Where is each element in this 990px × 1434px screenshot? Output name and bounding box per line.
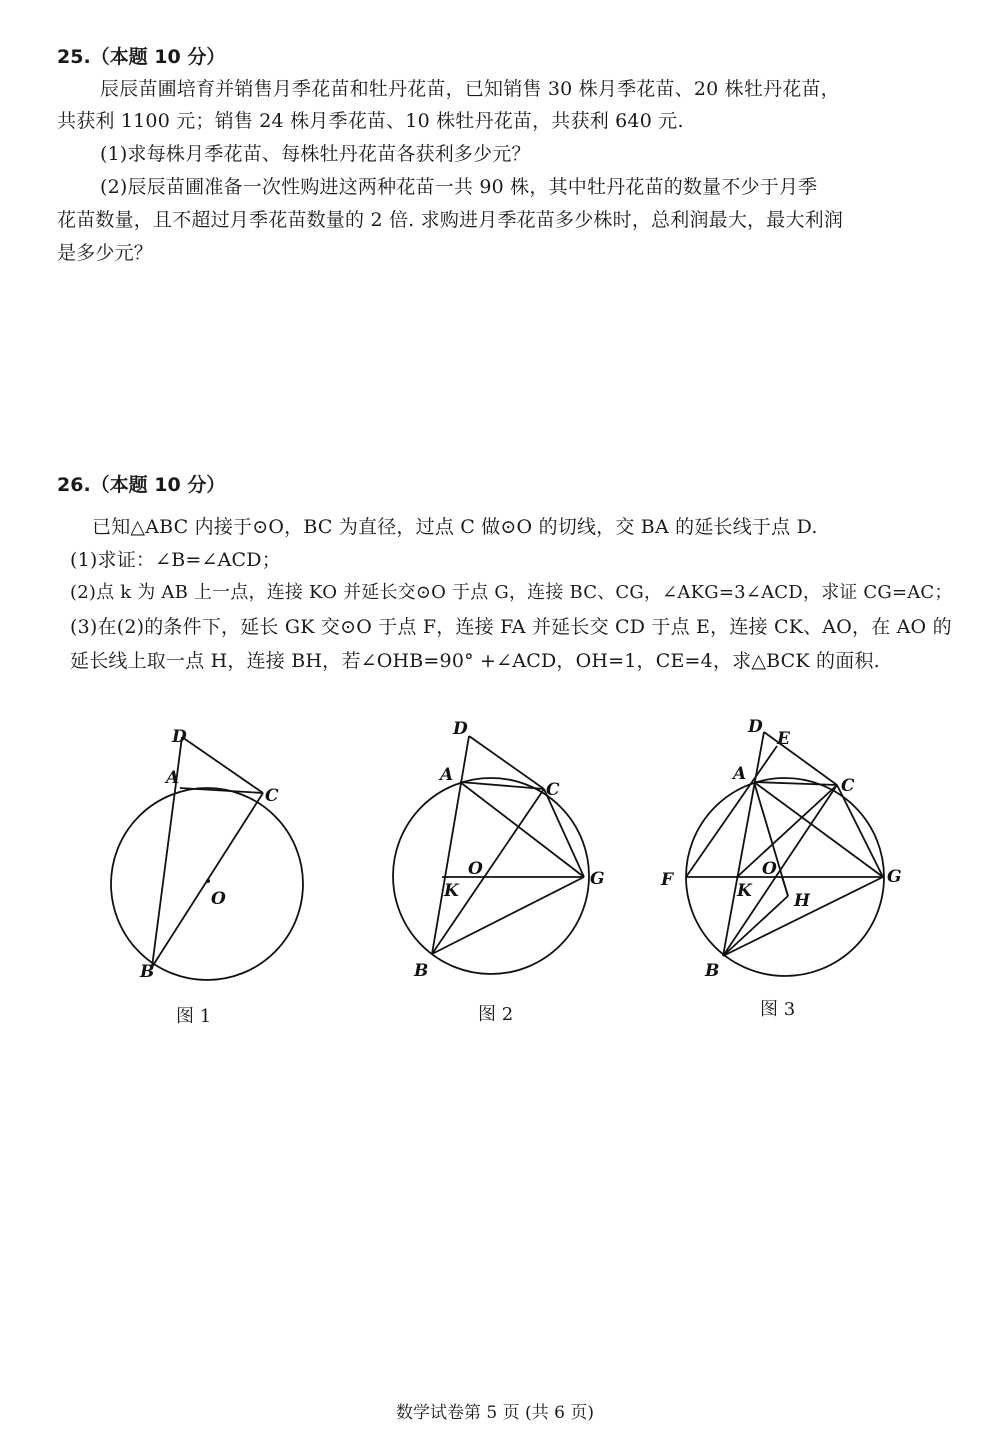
fig3-label-G: G <box>887 867 902 887</box>
fig2-label-K: K <box>444 881 459 901</box>
fig2-label-C: C <box>546 780 560 800</box>
figure-3-caption: 图 3 <box>760 999 796 1020</box>
fig1-label-C: C <box>265 786 279 806</box>
fig3-label-O: O <box>762 859 777 879</box>
fig1-label-O: O <box>211 889 226 909</box>
fig3-label-H: H <box>794 891 811 911</box>
q25-line-2: 共获利 1100 元；销售 24 株月季花苗、10 株牡丹花苗，共获利 640 元. <box>57 110 684 132</box>
q25-part-2: (2)辰辰苗圃准备一次性购进这两种花苗一共 90 株，其中牡丹花苗的数量不少于月季 <box>100 176 818 198</box>
figure-3 <box>655 710 925 990</box>
fig3-label-A: A <box>733 764 747 784</box>
figure-2 <box>380 712 620 992</box>
fig1-label-A: A <box>166 768 180 788</box>
fig1-label-D: D <box>172 727 187 747</box>
q26-part-2: (2)点 k 为 AB 上一点，连接 KO 并延长交⊙O 于点 G，连接 BC、CG，∠AKG=3∠ACD，求证 CG=AC； <box>70 582 953 603</box>
fig2-label-D: D <box>453 719 468 739</box>
q25-header: 25.（本题 10 分） <box>57 46 226 68</box>
q26-line-1: 已知△ABC 内接于⊙O，BC 为直径，过点 C 做⊙O 的切线，交 BA 的延长线于点 D. <box>92 516 818 538</box>
q26-part-3: (3)在(2)的条件下，延长 GK 交⊙O 于点 F，连接 FA 并延长交 CD 于点 E，连接 CK、AO，在 AO 的 <box>70 616 952 638</box>
fig2-label-O: O <box>468 859 483 879</box>
fig2-label-A: A <box>440 765 454 785</box>
fig3-label-K: K <box>737 881 752 901</box>
fig2-label-G: G <box>590 869 605 889</box>
q25-part-2-end: 是多少元？ <box>57 242 154 264</box>
q26-part-3-cont: 延长线上取一点 H，连接 BH，若∠OHB=90° +∠ACD，OH=1，CE=4，求△BCK 的面积. <box>70 650 880 672</box>
q26-part-1: (1)求证：∠B=∠ACD； <box>70 549 281 571</box>
figure-2-caption: 图 2 <box>478 1004 514 1025</box>
q25-part-2-cont: 花苗数量，且不超过月季花苗数量的 2 倍. 求购进月季花苗多少株时，总利润最大，最大利润 <box>57 209 844 231</box>
fig1-label-B: B <box>140 962 155 982</box>
fig3-label-F: F <box>661 870 674 890</box>
fig3-label-C: C <box>841 776 855 796</box>
q25-part-1: (1)求每株月季花苗、每株牡丹花苗各获利多少元？ <box>100 143 531 165</box>
q25-line-1: 辰辰苗圃培育并销售月季花苗和牡丹花苗，已知销售 30 株月季花苗、20 株牡丹花苗， <box>100 78 840 100</box>
fig3-label-D: D <box>748 717 763 737</box>
figure-1 <box>100 715 320 995</box>
fig3-label-B: B <box>705 961 720 981</box>
fig2-label-B: B <box>414 961 429 981</box>
fig3-label-E: E <box>777 729 790 749</box>
page-footer: 数学试卷第 5 页 (共 6 页) <box>396 1403 594 1423</box>
q26-header: 26.（本题 10 分） <box>57 474 226 496</box>
figure-1-caption: 图 1 <box>176 1006 212 1027</box>
